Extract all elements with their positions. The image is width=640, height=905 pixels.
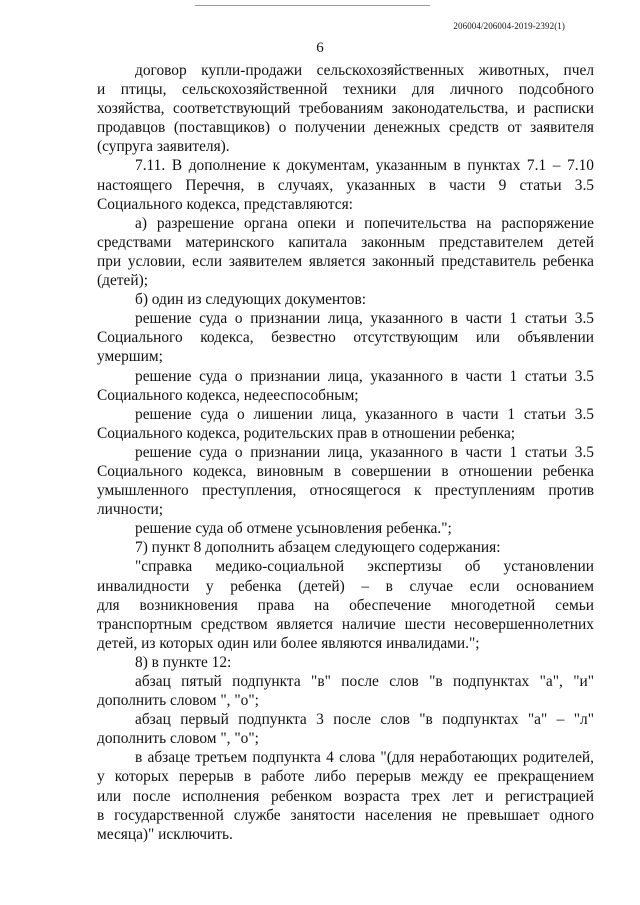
text-line: месяца)" исключить.	[97, 825, 233, 843]
text-line: дополнить словом ", "о";	[97, 692, 259, 710]
text-line: Социального кодекса, виновным в совершении в отношении ребенка	[97, 462, 594, 480]
text-line: продавцов (поставщиков) о получении денежных средств от заявителя	[97, 119, 594, 137]
text-line: 8) в пункте 12:	[135, 653, 232, 671]
text-line: Социального кодекса, безвестно отсутствующим или объявлении	[97, 329, 594, 347]
text-line: б) один из следующих документов:	[135, 291, 367, 309]
text-line: хозяйства, соответствующий требованиям законодательства, и расписки	[97, 100, 594, 118]
text-line: и птицы, сельскохозяйственной техники для личного подсобного	[97, 81, 594, 99]
text-line: а) разрешение органа опеки и попечительства на распоряжение	[135, 214, 594, 232]
paragraph	[97, 710, 594, 748]
paragraph	[97, 557, 594, 652]
top-scan-line	[195, 5, 430, 6]
paragraph	[97, 538, 594, 557]
text-line: транспортным средством является наличие шести несовершеннолетних	[97, 615, 594, 633]
text-line: инвалидности у ребенка (детей) – в случае если основанием	[97, 577, 594, 595]
paragraph	[97, 290, 594, 309]
paragraph	[97, 405, 594, 443]
document-body	[97, 61, 594, 844]
text-line: "справка медико-социальной экспертизы об установлении	[135, 558, 594, 576]
text-line: Социального кодекса, недееспособным;	[97, 386, 359, 404]
paragraph	[97, 519, 594, 538]
paragraph	[97, 367, 594, 405]
text-line: 7) пункт 8 дополнить абзацем следующего содержания:	[135, 539, 501, 557]
paragraph	[97, 156, 594, 213]
text-line: или после исполнения ребенком возраста трех лет и регистрацией	[97, 787, 594, 805]
text-line: умышленного преступления, относящегося к преступлениям против	[97, 482, 594, 500]
document-code: 206004/206004-2019-2392(1)	[453, 21, 565, 31]
text-line: в абзаце третьем подпункта 4 слова "(для неработающих родителей,	[135, 749, 594, 767]
text-line: абзац пятый подпункта "в" после слов "в подпунктах "а", "и"	[135, 673, 594, 690]
text-line: решение суда о признании лица, указанного в части 1 статьи 3.5	[135, 310, 594, 328]
text-line: умершим;	[97, 348, 163, 366]
text-line: решение суда о признании лица, указанного в части 1 статьи 3.5	[135, 367, 594, 385]
text-line: 7.11. В дополнение к документам, указанным в пунктах 7.1 – 7.10	[135, 157, 594, 175]
text-line: Социального кодекса, родительских прав в отношении ребенка;	[97, 424, 516, 442]
text-line: у которых перерыв в работе либо перерыв между ее прекращением	[97, 768, 594, 786]
text-line: Социального кодекса, представляются:	[97, 195, 353, 213]
text-line: абзац первый подпункта 3 после слов "в подпунктах "а" – "л"	[135, 711, 594, 729]
paragraph	[97, 653, 594, 672]
paragraph	[97, 309, 594, 366]
text-line: дополнить словом ", "о";	[97, 730, 259, 748]
text-line: настоящего Перечня, в случаях, указанных в части 9 статьи 3.5	[97, 176, 594, 194]
paragraph	[97, 672, 594, 710]
text-line: при условии, если заявителем является законный представитель ребенка	[97, 252, 594, 270]
text-line: решение суда о лишении лица, указанного в части 1 статьи 3.5	[135, 405, 594, 423]
paragraph	[97, 748, 594, 843]
text-line: (детей);	[97, 272, 148, 290]
text-line: для возникновения права на обеспечение многодетной семьи	[97, 596, 594, 614]
page-number: 6	[316, 40, 324, 56]
text-line: решение суда об отмене усыновления ребенка.";	[135, 520, 452, 538]
text-line: (супруга заявителя).	[97, 138, 230, 156]
text-line: средствами материнского капитала законным представителем детей	[97, 233, 594, 251]
text-line: в государственной службе занятости населения не превышает одного	[97, 806, 594, 824]
text-line: личности;	[97, 501, 164, 519]
text-line: договор купли-продажи сельскохозяйственных животных, пчел	[135, 62, 594, 79]
paragraph	[97, 214, 594, 290]
paragraph	[97, 443, 594, 519]
text-line: детей, из которых один или более являются инвалидами.";	[97, 634, 480, 652]
paragraph	[97, 61, 594, 156]
text-line: решение суда о признании лица, указанного в части 1 статьи 3.5	[135, 443, 594, 461]
